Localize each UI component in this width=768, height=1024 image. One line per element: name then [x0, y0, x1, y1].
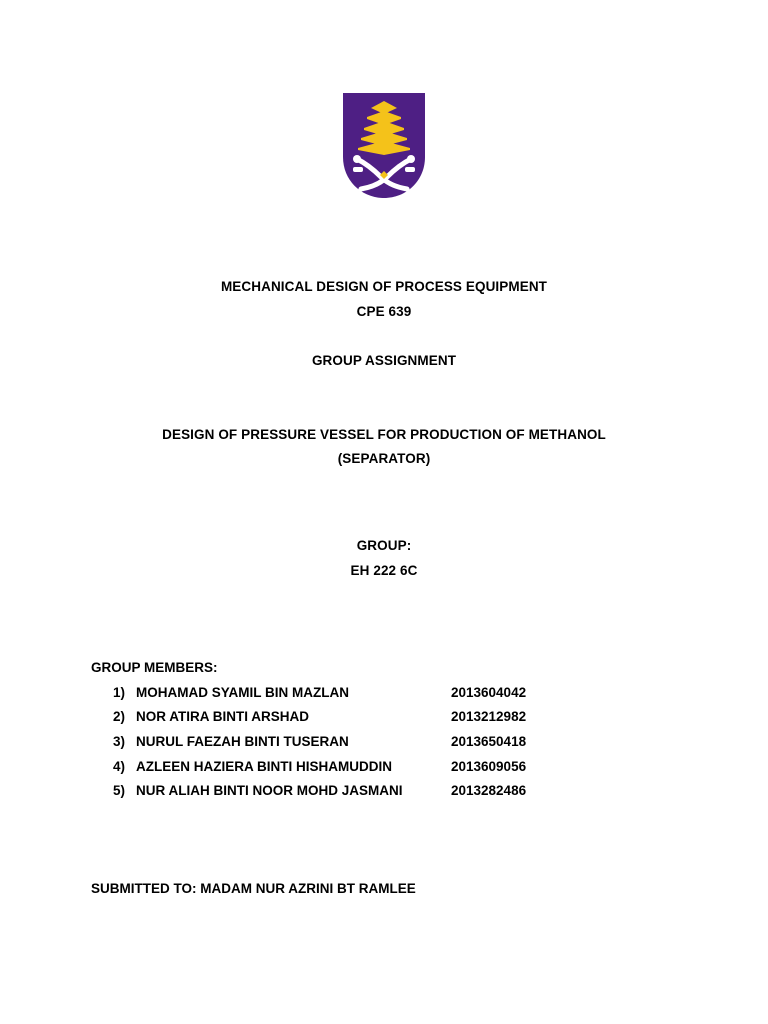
course-code: CPE 639 [356, 304, 412, 319]
member-number: 3) [113, 734, 126, 749]
university-crest-logo [343, 93, 425, 198]
member-student-id: 2013282486 [451, 783, 527, 798]
group-label: GROUP: [356, 538, 412, 553]
member-name: NOR ATIRA BINTI ARSHAD [136, 709, 309, 724]
member-student-id: 2013609056 [451, 759, 527, 774]
course-name: MECHANICAL DESIGN OF PROCESS EQUIPMENT [220, 279, 548, 294]
members-heading: GROUP MEMBERS: [91, 660, 218, 675]
member-number: 4) [113, 759, 126, 774]
member-name: NUR ALIAH BINTI NOOR MOHD JASMANI [136, 783, 403, 798]
member-row [0, 734, 768, 754]
member-name: NURUL FAEZAH BINTI TUSERAN [136, 734, 349, 749]
member-student-id: 2013604042 [451, 685, 527, 700]
member-name: MOHAMAD SYAMIL BIN MAZLAN [136, 685, 349, 700]
member-number: 5) [113, 783, 126, 798]
project-title-line2: (SEPARATOR) [337, 451, 431, 466]
member-row [0, 685, 768, 705]
member-row [0, 709, 768, 729]
member-student-id: 2013212982 [451, 709, 527, 724]
group-code: EH 222 6C [350, 563, 418, 578]
member-name: AZLEEN HAZIERA BINTI HISHAMUDDIN [136, 759, 392, 774]
submitted-to: SUBMITTED TO: MADAM NUR AZRINI BT RAMLEE [91, 881, 416, 896]
member-number: 1) [113, 685, 126, 700]
member-student-id: 2013650418 [451, 734, 527, 749]
assignment-type: GROUP ASSIGNMENT [311, 353, 457, 368]
member-row [0, 783, 768, 803]
project-title-line1: DESIGN OF PRESSURE VESSEL FOR PRODUCTION OF METHANOL [162, 427, 606, 442]
member-row [0, 759, 768, 779]
member-number: 2) [113, 709, 126, 724]
